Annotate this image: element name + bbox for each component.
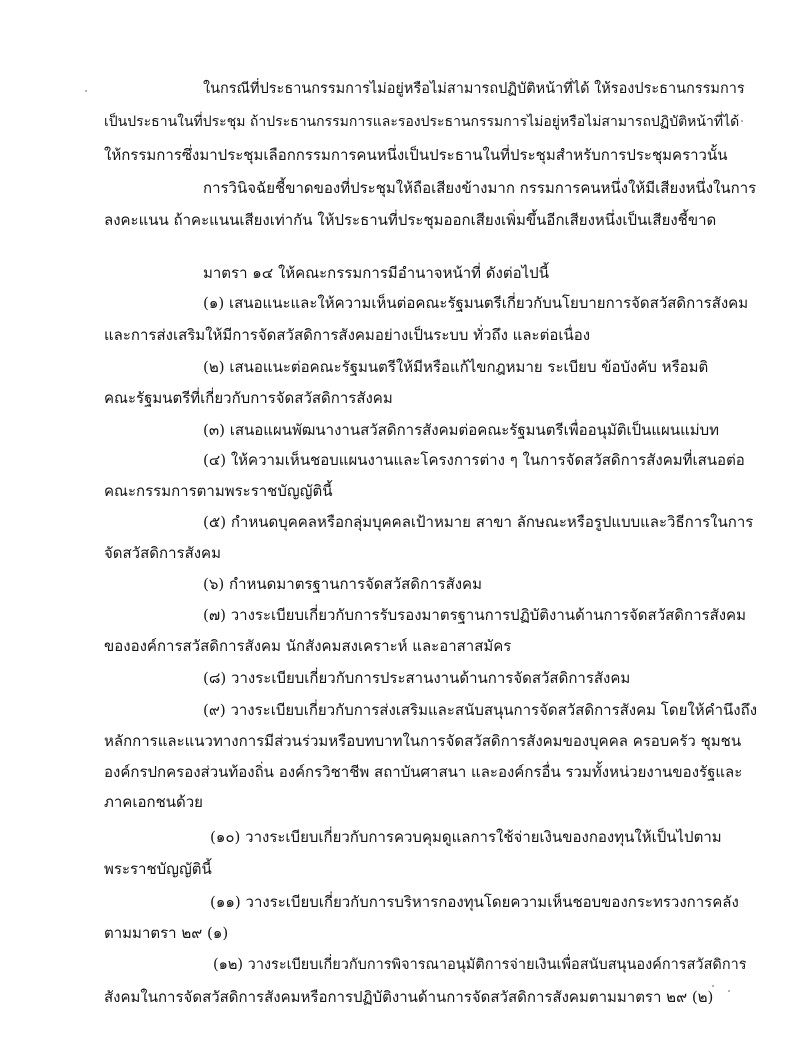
scan-speck <box>741 120 743 122</box>
list-item-line: คณะกรรมการตามพระราชบัญญัตินี้ <box>104 482 333 500</box>
list-item-line: ภาคเอกชนด้วย <box>104 793 203 811</box>
list-item-line: ตามมาตรา ๒๙ (๑) <box>104 924 229 942</box>
paragraph-line: ลงคะแนน ถ้าคะแนนเสียงเท่ากัน ให้ประธานที่ประชุมออกเสียงเพิ่มขึ้นอีกเสียงหนึ่งเป็นเสียงชี้ขาด <box>104 211 717 229</box>
paragraph-line: เป็นประธานในที่ประชุม ถ้าประธานกรรมการและรองประธานกรรมการไม่อยู่หรือไม่สามารถปฏิบัติหน้าที่ได้ <box>104 114 740 130</box>
list-item-line: คณะรัฐมนตรีที่เกี่ยวกับการจัดสวัสดิการสังคม <box>104 389 393 407</box>
list-item-line: (๑) เสนอแนะและให้ความเห็นต่อคณะรัฐมนตรีเกี่ยวกับนโยบายการจัดสวัสดิการสังคม <box>203 294 749 312</box>
list-item-line: (๒) เสนอแนะต่อคณะรัฐมนตรีให้มีหรือแก้ไขกฎหมาย ระเบียบ ข้อบังคับ หรือมติ <box>203 358 709 376</box>
list-item-line: สังคมในการจัดสวัสดิการสังคมหรือการปฏิบัติงานด้านการจัดสวัสดิการสังคมตามมาตรา ๒๙ (๒) <box>104 988 714 1006</box>
section-heading: มาตรา ๑๔ ให้คณะกรรมการมีอำนาจหน้าที่ ดังต่อไปนี้ <box>203 264 549 282</box>
list-item-line: องค์กรปกครองส่วนท้องถิ่น องค์กรวิชาชีพ สถาบันศาสนา และองค์กรอื่น รวมทั้งหน่วยงานของรัฐและ <box>104 763 743 781</box>
list-item-line: (๙) วางระเบียบเกี่ยวกับการส่งเสริมและสนับสนุนการจัดสวัสดิการสังคม โดยให้คำนึงถึง <box>203 701 758 719</box>
list-item-line: (๗) วางระเบียบเกี่ยวกับการรับรองมาตรฐานการปฏิบัติงานด้านการจัดสวัสดิการสังคม <box>203 606 746 624</box>
list-item-line: พระราชบัญญัตินี้ <box>104 860 212 878</box>
scan-speck <box>728 990 730 992</box>
list-item-line: จัดสวัสดิการสังคม <box>104 544 221 562</box>
list-item-line: และการส่งเสริมให้มีการจัดสวัสดิการสังคมอย่างเป็นระบบ ทั่วถึง และต่อเนื่อง <box>104 326 591 344</box>
list-item-line: (๕) กำหนดบุคคลหรือกลุ่มบุคคลเป้าหมาย สาขา ลักษณะหรือรูปแบบและวิธีการในการ <box>203 513 754 531</box>
list-item-line: (๓) เสนอแผนพัฒนางานสวัสดิการสังคมต่อคณะรัฐมนตรีเพื่ออนุมัติเป็นแผนแม่บท <box>203 421 720 439</box>
paragraph-line: การวินิจฉัยชี้ขาดของที่ประชุมให้ถือเสียงข้างมาก กรรมการคนหนึ่งให้มีเสียงหนึ่งในการ <box>203 179 757 197</box>
list-item-line: หลักการและแนวทางการมีส่วนร่วมหรือบทบาทในการจัดสวัสดิการสังคมของบุคคล ครอบครัว ชุมชน <box>104 732 742 750</box>
list-item-line: (๑๑) วางระเบียบเกี่ยวกับการบริหารกองทุนโดยความเห็นชอบของกระทรวงการคลัง <box>210 893 739 911</box>
list-item-line: (๖) กำหนดมาตรฐานการจัดสวัสดิการสังคม <box>203 575 482 593</box>
list-item-line: (๔) ให้ความเห็นชอบแผนงานและโครงการต่าง ๆ ในการจัดสวัสดิการสังคมที่เสนอต่อ <box>203 451 745 469</box>
list-item-line: ขององค์การสวัสดิการสังคม นักสังคมสงเคราะห์ และอาสาสมัคร <box>104 637 512 655</box>
paragraph-line: ในกรณีที่ประธานกรรมการไม่อยู่หรือไม่สามารถปฏิบัติหน้าที่ได้ ให้รองประธานกรรมการ <box>203 81 745 97</box>
list-item-line: (๑๒) วางระเบียบเกี่ยวกับการพิจารณาอนุมัติการจ่ายเงินเพื่อสนับสนุนองค์การสวัสดิการ <box>213 957 747 973</box>
scan-speck <box>85 90 87 92</box>
paragraph-line: ให้กรรมการซึ่งมาประชุมเลือกกรรมการคนหนึ่งเป็นประธานในที่ประชุมสำหรับการประชุมคราวนั้น <box>104 146 728 164</box>
list-item-line: (๑๐) วางระเบียบเกี่ยวกับการควบคุมดูแลการใช้จ่ายเงินของกองทุนให้เป็นไปตาม <box>210 828 722 846</box>
list-item-line: (๘) วางระเบียบเกี่ยวกับการประสานงานด้านการจัดสวัสดิการสังคม <box>203 669 631 687</box>
